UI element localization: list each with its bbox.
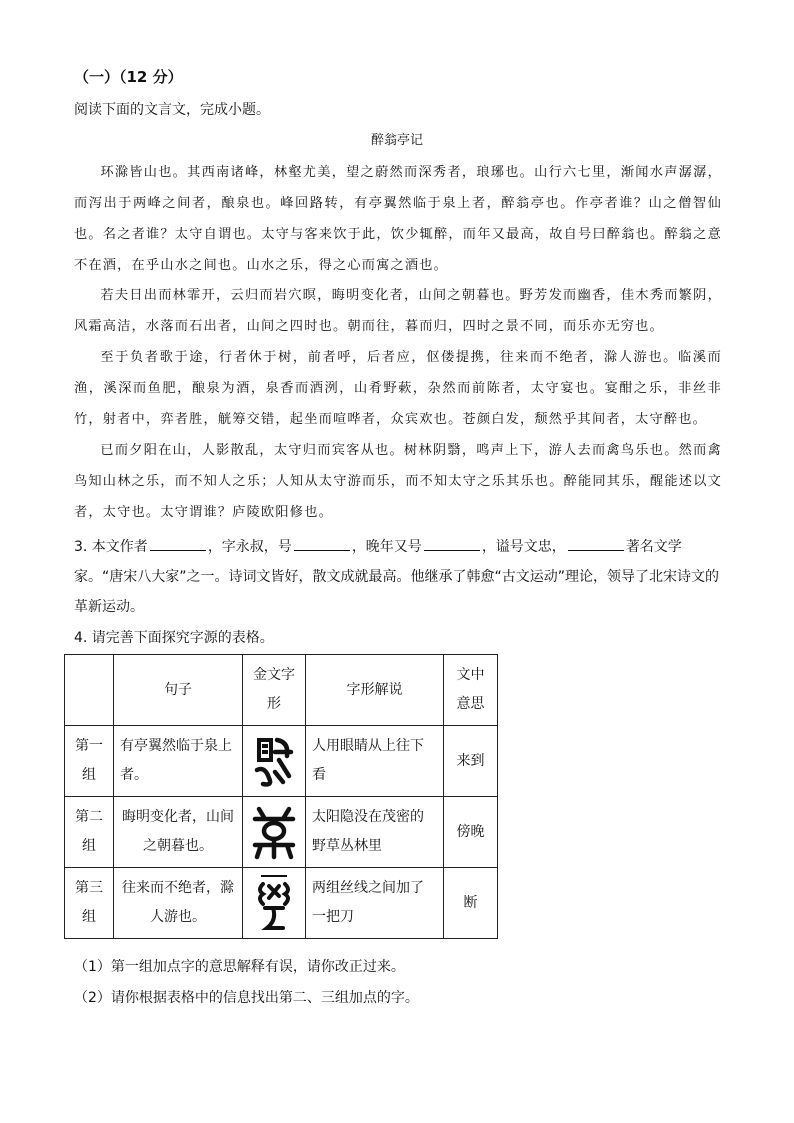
pen-name-blank[interactable]	[294, 536, 350, 551]
late-pen-name-blank[interactable]	[424, 536, 480, 551]
sentence-cell: 往来而不绝者，滁人游也。	[114, 868, 243, 939]
passage-paragraph-2: 若夫日出而林霏开，云归而岩穴暝，晦明变化者，山间之朝暮也。野芳发而幽香，佳木秀而繁阴，风霜高洁，水落而石出者，山间之四时也。朝而往，暮而归，四时之景不同，而乐亦无穷也。	[74, 288, 722, 334]
explain-cell: 人用眼睛从上往下看	[306, 726, 444, 797]
group-cell: 第三组	[65, 868, 114, 939]
instruction: 阅读下面的文言文，完成小题。	[74, 102, 270, 118]
explain-cell: 两组丝线之间加了一把刀	[306, 868, 444, 939]
header-cell-meaning: 文中意思	[444, 655, 498, 726]
question-3	[74, 532, 722, 622]
author-name-blank[interactable]	[150, 536, 206, 551]
passage-paragraph-1: 环滁皆山也。其西南诸峰，林壑尤美，望之蔚然而深秀者，琅琊也。山行六七里，渐闻水声潺潺，而泻出于两峰之间者，酿泉也。峰回路转，有亭翼然临于泉上者，醉翁亭也。作亭者谁？山之僧智仙也。名之者谁？太守自谓也。太守与客来饮于此，饮少辄醉，而年又最高，故自号曰醉翁也。醉翁之意不在酒，在乎山水之间也。山水之乐，得之心而寓之酒也。	[74, 165, 722, 273]
sentence-cell: 有亭翼然临于泉上者。	[114, 726, 243, 797]
header-cell-explain: 字形解说	[306, 655, 444, 726]
sub-question-1: （1）第一组加点字的意思解释有误，请你改正过来。	[74, 959, 405, 975]
q3-text-5: 著名文学家。“唐宋八大家”之一。诗词文皆好，散文成就最高。他继承了韩愈“古文运动”理论，领导了北宋诗文的革新运动。	[74, 539, 720, 615]
meaning-cell: 来到	[444, 726, 498, 797]
group-cell: 第一组	[65, 726, 114, 797]
table-row	[65, 797, 498, 868]
section-header: （一）（12 分）	[74, 68, 183, 86]
passage-paragraph-4: 已而夕阳在山，人影散乱，太守归而宾客从也。树林阴翳，鸣声上下，游人去而禽鸟乐也。然而禽鸟知山林之乐，而不知人之乐；人知从太守游而乐，而不知太守之乐其乐也。醉能同其乐，醒能述以文者，太守也。太守谓谁？庐陵欧阳修也。	[74, 443, 722, 520]
bronze-script-mu-glyph	[249, 801, 299, 863]
passage-paragraph-3: 至于负者歌于途，行者休于树，前者呼，后者应，伛偻提携，往来而不绝者，滁人游也。临溪而渔，溪深而鱼肥，酿泉为酒，泉香而酒洌，山肴野蔌，杂然而前陈者，太守宴也。宴酣之乐，非丝非竹，射者中，弈者胜，觥筹交错，起坐而喧哗者，众宾欢也。苍颜白发，颓然乎其间者，太守醉也。	[74, 350, 722, 427]
bronze-glyph-cell	[243, 726, 306, 797]
meaning-cell: 傍晚	[444, 797, 498, 868]
sub-question-2: （2）请你根据表格中的信息找出第二、三组加点的字。	[74, 990, 419, 1006]
q3-text-4: ，谥号文忠，	[481, 539, 566, 555]
header-cell-empty	[65, 655, 114, 726]
dynasty-blank[interactable]	[568, 536, 624, 551]
passage-title: 醉翁亭记	[370, 133, 423, 148]
explain-cell: 太阳隐没在茂密的野草丛林里	[306, 797, 444, 868]
question-4-prompt: 4. 请完善下面探究字源的表格。	[74, 630, 274, 646]
q3-text-3: ，晚年又号	[351, 539, 422, 555]
table-row	[65, 868, 498, 939]
sentence-cell: 晦明变化者，山间之朝暮也。	[114, 797, 243, 868]
bronze-script-lin-glyph	[249, 730, 299, 792]
group-cell: 第二组	[65, 797, 114, 868]
q3-text-1: 3. 本文作者	[74, 539, 148, 555]
etymology-table	[64, 654, 498, 939]
bronze-script-jue-glyph	[249, 872, 299, 934]
table-header-row	[65, 655, 498, 726]
bronze-glyph-cell	[243, 797, 306, 868]
q3-text-2: ，字永叔，号	[207, 539, 292, 555]
bronze-glyph-cell	[243, 868, 306, 939]
header-cell-glyph: 金文字形	[243, 655, 306, 726]
header-cell-sentence: 句子	[114, 655, 243, 726]
meaning-cell: 断	[444, 868, 498, 939]
table-row	[65, 726, 498, 797]
